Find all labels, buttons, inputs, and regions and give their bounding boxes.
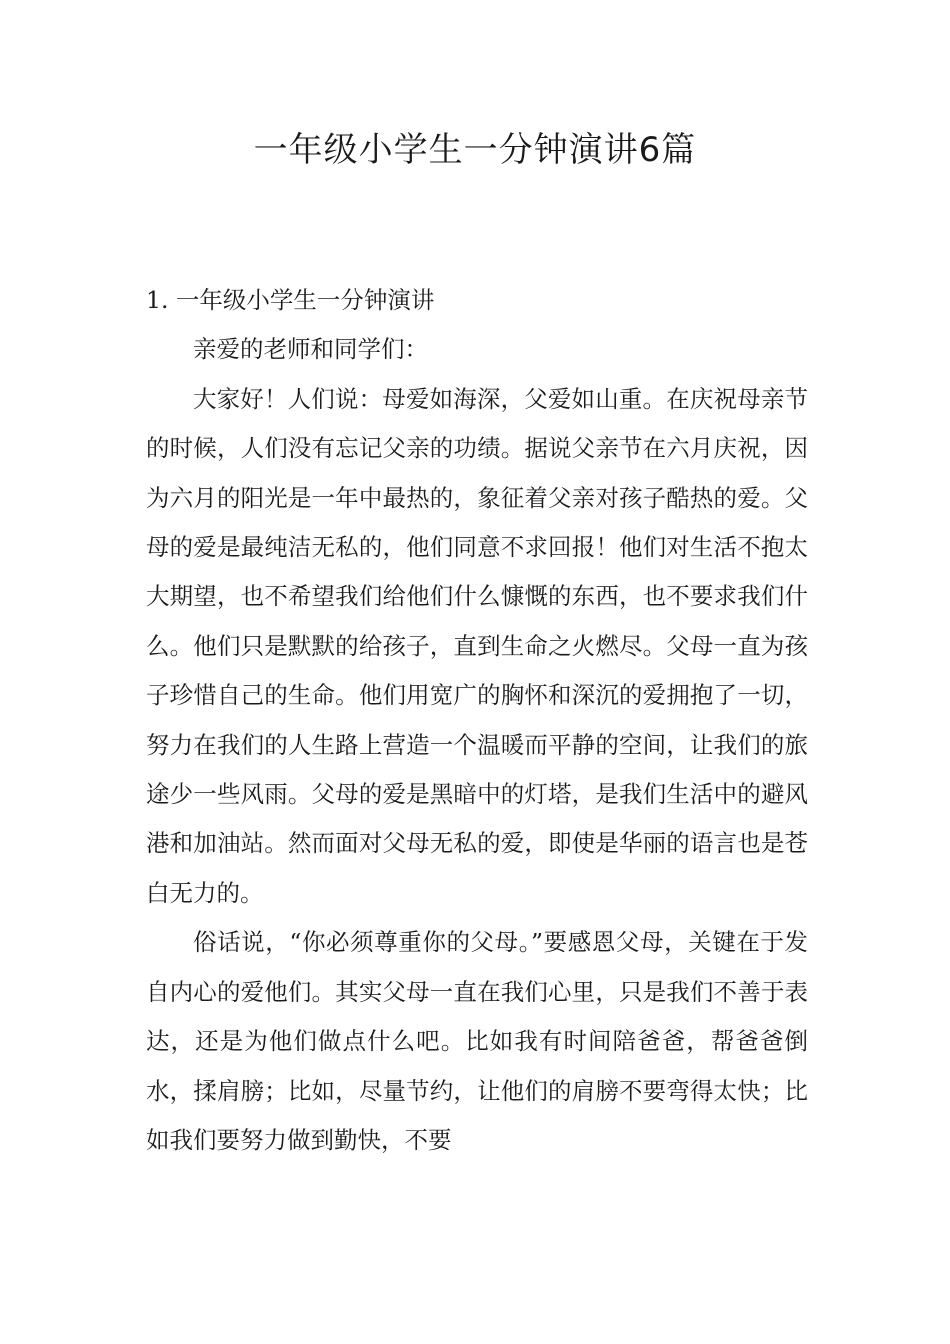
document-title: 一年级小学生一分钟演讲6篇	[253, 130, 697, 170]
document-body	[146, 276, 808, 1165]
section-heading: 1. 一年级小学生一分钟演讲	[146, 286, 435, 314]
body-paragraph: 大家好！人们说：母爱如海深，父爱如山重。在庆祝母亲节的时候，人们没有忘记父亲的功绩。据说父亲节在六月庆祝，因为六月的阳光是一年中最热的，象征着父亲对孩子酷热的爱。父母的爱是最纯洁无私的，他们同意不求回报！他们对生活不抱太大期望，也不希望我们给他们什么慷慨的东西，也不要求我们什么。他们只是默默的给孩子，直到生命之火燃尽。父母一直为孩子珍惜自己的生命。他们用宽广的胸怀和深沉的爱拥抱了一切，努力在我们的人生路上营造一个温暖而平静的空间，让我们的旅途少一些风雨。父母的爱是黑暗中的灯塔，是我们生活中的避风港和加油站。然而面对父母无私的爱，即使是华丽的语言也是苍白无力的。	[146, 384, 808, 907]
salutation-paragraph: 亲爱的老师和同学们：	[193, 335, 428, 364]
body-paragraph: 俗话说，“你必须尊重你的父母。”要感恩父母，关键在于发自内心的爱他们。其实父母一直在我们心里，只是我们不善于表达，还是为他们做点什么吧。比如我有时间陪爸爸，帮爸爸倒水，揉肩膀；比如，尽量节约，让他们的肩膀不要弯得太快；比如我们要努力做到勤快，不要	[146, 928, 808, 1154]
